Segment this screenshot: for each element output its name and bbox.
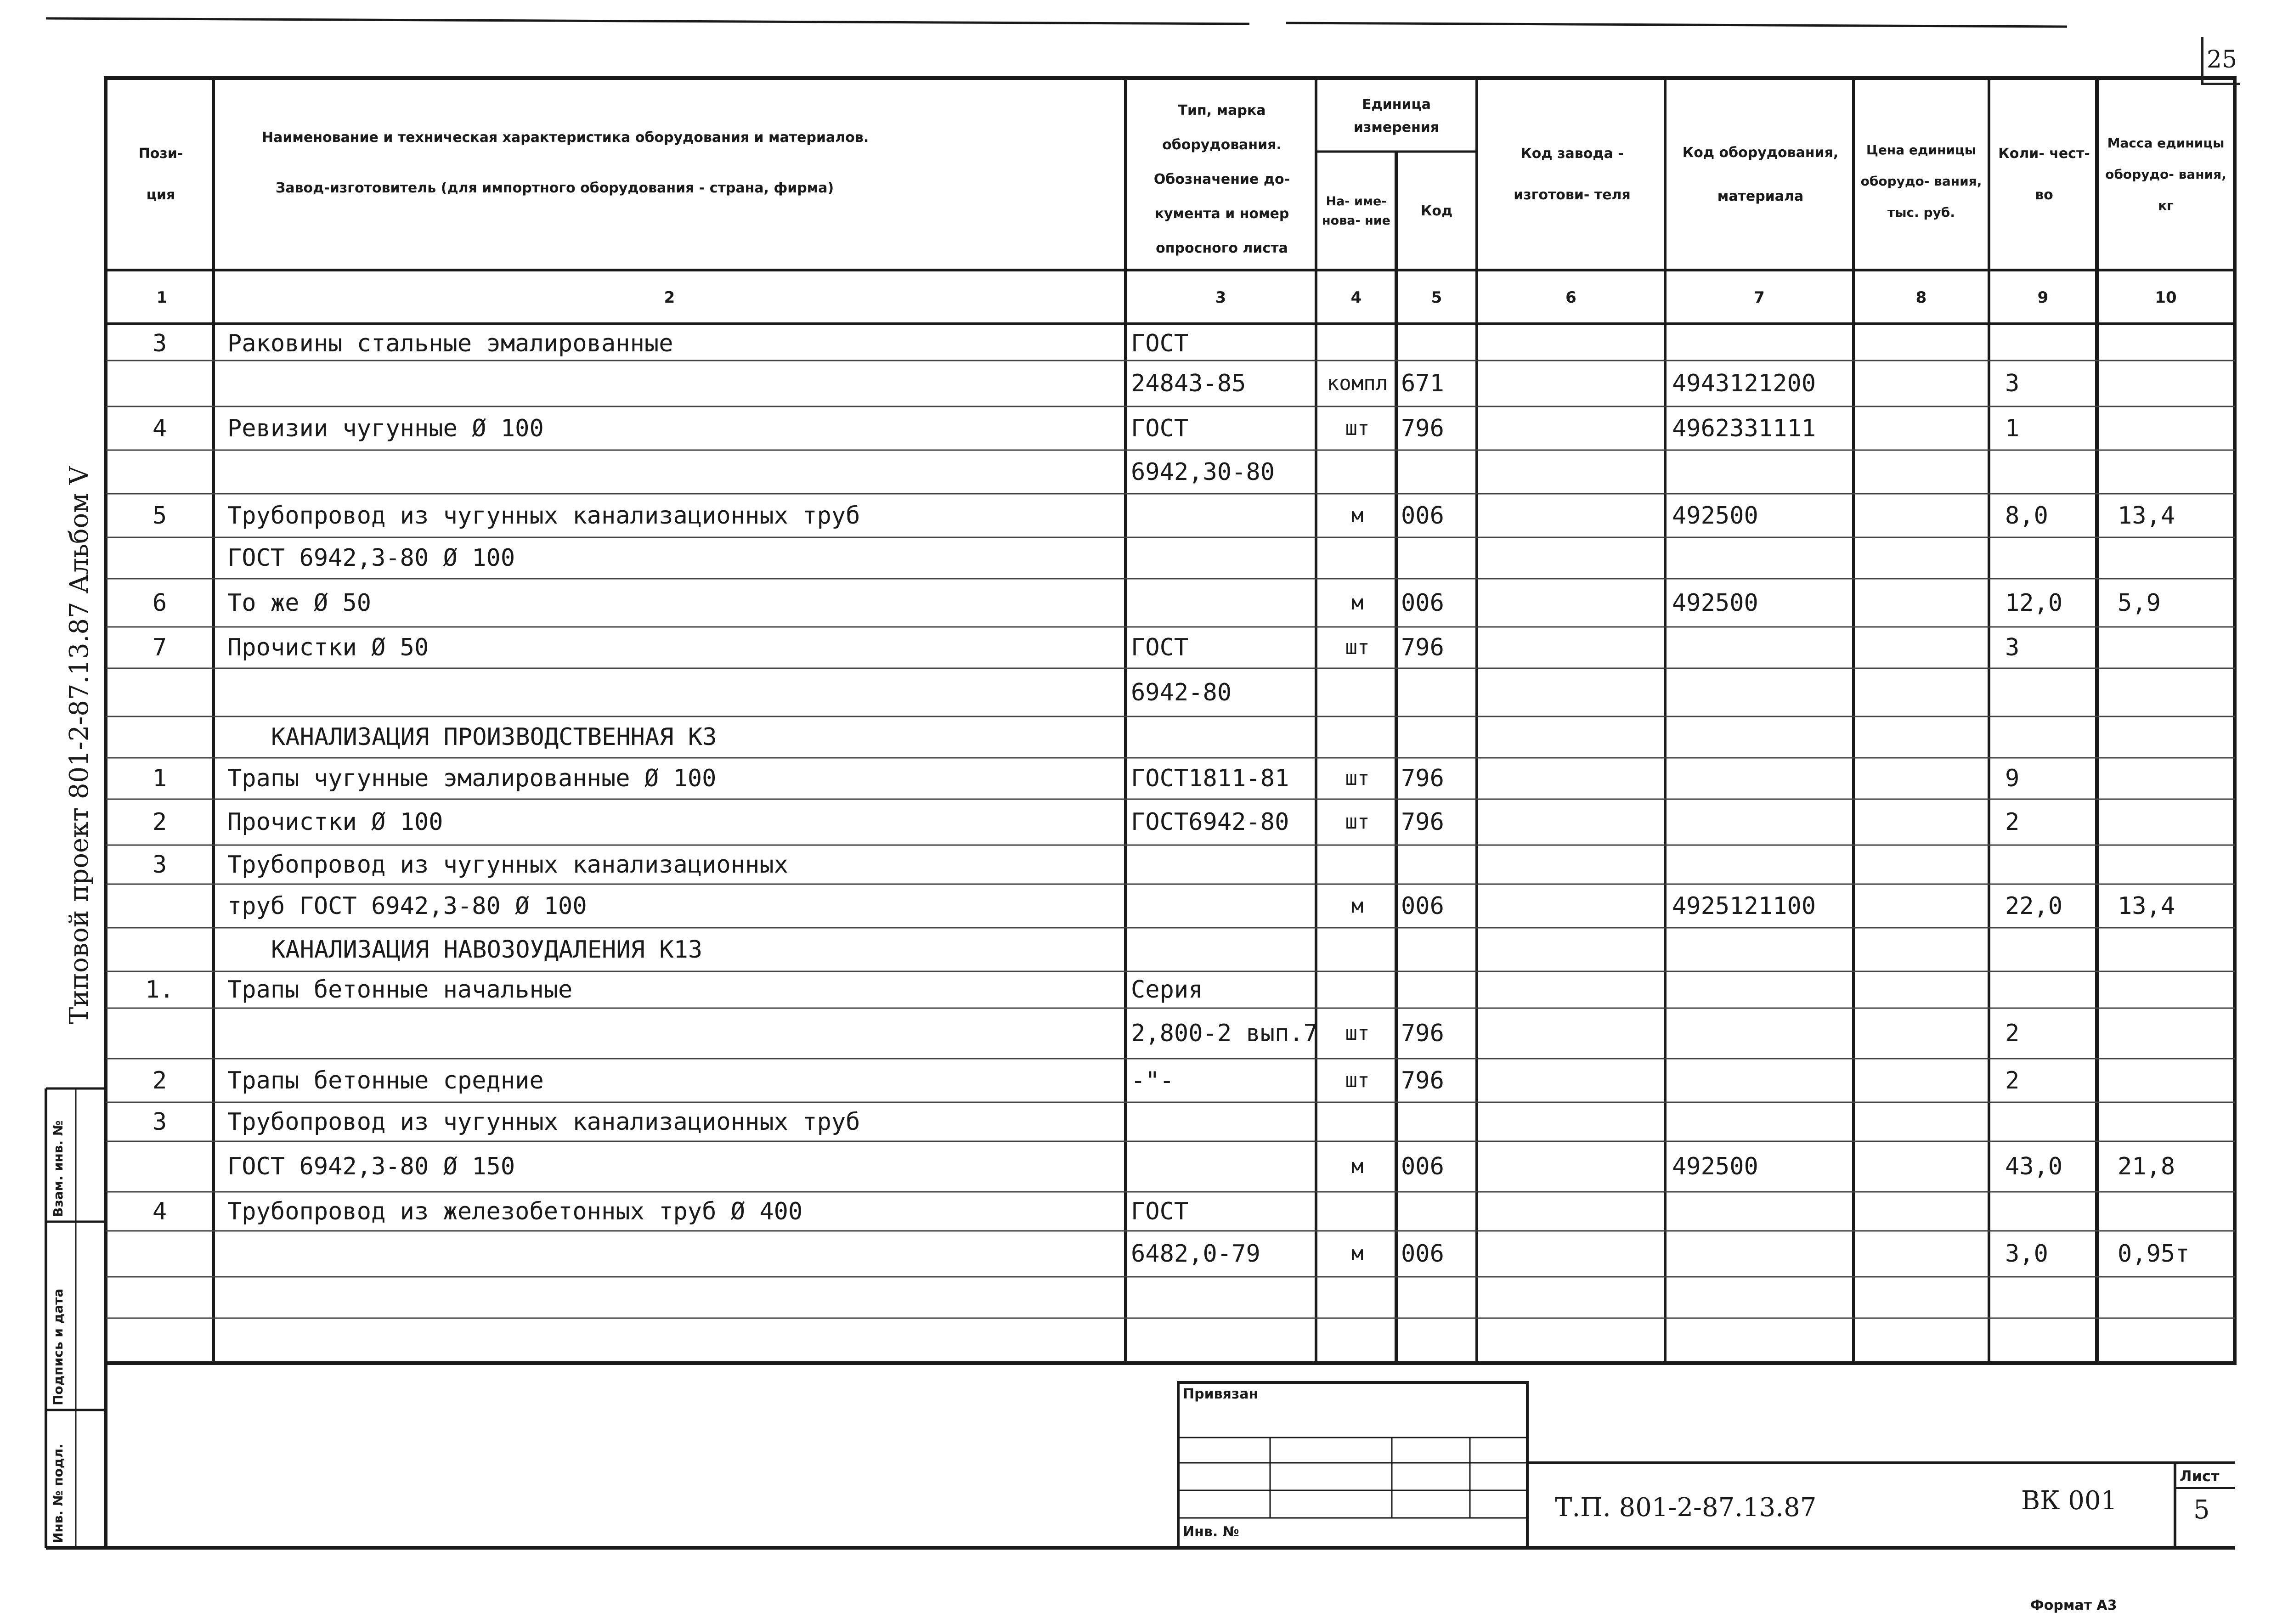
cell-type: ГОСТ1811-81 (1131, 765, 1289, 792)
cell-pos: 7 (152, 634, 167, 661)
cell-qty (2005, 971, 2095, 1008)
cell-name: Ревизии чугунные Ø 100 (227, 414, 544, 442)
cell-pos: 3 (152, 329, 167, 357)
cell-name (227, 1008, 1119, 1059)
cell-equip: 4943121200 (1672, 370, 1816, 397)
cell-equip (1672, 716, 1851, 758)
cell-pos: 6 (152, 589, 167, 617)
cell-pos: 3 (152, 1108, 167, 1136)
cell-name: Трубопровод из чугунных канализационных труб (227, 502, 860, 530)
cell-type: ГОСТ (1131, 329, 1189, 357)
cell-qty (2005, 1192, 2095, 1231)
cell-mass (2118, 928, 2232, 971)
cell-code (1401, 845, 1474, 884)
cell-pos (110, 361, 209, 406)
cell-name: Прочистки Ø 50 (227, 634, 429, 661)
cell-unit (1321, 845, 1394, 884)
column-number: 9 (2037, 288, 2049, 307)
header-equip-code: Код оборудования, материала (1682, 145, 1839, 204)
cell-mass: 13,4 (2118, 892, 2175, 920)
cell-equip (1672, 1008, 1851, 1059)
cell-unit: шт (1345, 810, 1370, 834)
cell-unit: м (1351, 591, 1364, 615)
cell-unit: шт (1345, 416, 1370, 440)
cell-type (1131, 1102, 1312, 1141)
cell-name: Трапы бетонные начальные (227, 976, 573, 1004)
cell-pos: 1. (145, 976, 174, 1004)
cell-unit (1321, 1192, 1394, 1231)
cell-qty: 2 (2005, 1020, 2020, 1047)
cell-mass (2118, 627, 2232, 668)
cell-type: 24843-85 (1131, 370, 1246, 397)
cell-pos: 4 (152, 1197, 167, 1225)
cell-equip: 492500 (1672, 1153, 1758, 1180)
cell-pos: 1 (152, 765, 167, 792)
cell-pos (110, 1318, 209, 1363)
cell-name: Трапы чугунные эмалированные Ø 100 (227, 765, 717, 792)
cell-code (1401, 1192, 1474, 1231)
cell-type (1131, 579, 1312, 627)
cell-code: 006 (1401, 892, 1444, 920)
cell-name: КАНАЛИЗАЦИЯ ПРОИЗВОДСТВЕННАЯ К3 (271, 723, 717, 751)
cell-qty: 22,0 (2005, 892, 2063, 920)
cell-unit (1321, 716, 1394, 758)
cell-mass (2118, 1192, 2232, 1231)
cell-unit (1321, 1102, 1394, 1141)
cell-mass (2118, 1008, 2232, 1059)
cell-equip: 4962331111 (1672, 414, 1816, 442)
cell-name: ГОСТ 6942,3-80 Ø 100 (227, 544, 515, 572)
cell-type (1131, 928, 1312, 971)
cell-unit (1321, 326, 1394, 361)
cell-mass (2118, 1102, 2232, 1141)
cell-unit (1321, 928, 1394, 971)
cell-code (1401, 668, 1474, 716)
column-number: 7 (1754, 288, 1765, 307)
column-number: 2 (664, 288, 675, 307)
project-code: Т.П. 801-2-87.13.87 (1555, 1493, 1817, 1522)
cell-unit: шт (1345, 636, 1370, 659)
format-label: Формат А3 (2030, 1597, 2117, 1613)
cell-qty: 12,0 (2005, 589, 2063, 617)
cell-type: ГОСТ (1131, 1197, 1189, 1225)
cell-name (227, 450, 1119, 494)
cell-qty (2005, 1102, 2095, 1141)
cell-equip (1672, 1277, 1851, 1318)
cell-equip: 492500 (1672, 502, 1758, 530)
list-label: Лист (2180, 1467, 2220, 1485)
cell-name: Трубопровод из чугунных канализационных (227, 851, 788, 879)
cell-mass (2118, 799, 2232, 845)
column-number: 1 (156, 288, 168, 307)
cell-mass (2118, 716, 2232, 758)
cell-pos (110, 1141, 209, 1192)
cell-type: 2,800-2 вып.7 (1131, 1020, 1318, 1047)
cell-code: 796 (1401, 414, 1444, 442)
cell-equip (1672, 627, 1851, 668)
cell-pos (110, 716, 209, 758)
cell-code (1401, 326, 1474, 361)
cell-type: 6482,0-79 (1131, 1240, 1260, 1268)
header-price: Цена единицы оборудо- вания, тыс. руб. (1860, 142, 1982, 220)
cell-code: 006 (1401, 1153, 1444, 1180)
cell-qty: 3,0 (2005, 1240, 2048, 1268)
cell-equip (1672, 1059, 1851, 1102)
cell-pos (110, 1008, 209, 1059)
cell-mass (2118, 450, 2232, 494)
cell-name (227, 1277, 1119, 1318)
cell-unit: м (1351, 503, 1364, 527)
sheet-number: 25 (2201, 37, 2240, 85)
cell-equip (1672, 799, 1851, 845)
cell-qty: 1 (2005, 414, 2020, 442)
cell-unit (1321, 537, 1394, 579)
cell-type (1131, 537, 1312, 579)
column-number: 8 (1915, 288, 1927, 307)
cell-code: 796 (1401, 808, 1444, 836)
cell-equip (1672, 326, 1851, 361)
cell-qty (2005, 326, 2095, 361)
cell-code (1401, 1277, 1474, 1318)
cell-unit: м (1351, 1155, 1364, 1178)
cell-pos (110, 1231, 209, 1277)
header-unit-name: На- име- нова- ние (1322, 194, 1390, 228)
cell-name (227, 668, 1119, 716)
cell-equip (1672, 971, 1851, 1008)
cell-equip (1672, 1231, 1851, 1277)
cell-qty (2005, 450, 2095, 494)
cell-unit: шт (1345, 1021, 1370, 1045)
cell-code: 796 (1401, 765, 1444, 792)
drawing-mark: ВК 001 (2021, 1486, 2118, 1516)
cell-pos: 4 (152, 414, 167, 442)
header-factory: Код завода - изготови- теля (1514, 146, 1631, 203)
cell-code (1401, 716, 1474, 758)
column-number: 3 (1215, 288, 1226, 307)
cell-name (227, 1231, 1119, 1277)
cell-type: ГОСТ (1131, 414, 1189, 442)
header-pos: Пози- ция (138, 146, 183, 203)
cell-pos (110, 884, 209, 928)
cell-qty: 3 (2005, 634, 2020, 661)
cell-mass: 5,9 (2118, 589, 2161, 617)
cell-code: 006 (1401, 589, 1444, 617)
column-number: 6 (1565, 288, 1576, 307)
cell-mass (2118, 668, 2232, 716)
cell-unit (1321, 971, 1394, 1008)
cell-type: ГОСТ (1131, 634, 1189, 661)
cell-equip (1672, 1318, 1851, 1363)
cell-equip (1672, 928, 1851, 971)
cell-qty: 43,0 (2005, 1153, 2063, 1180)
cell-pos (110, 1277, 209, 1318)
header-unit: Единица измерения (1353, 96, 1440, 135)
cell-pos (110, 668, 209, 716)
cell-mass: 0,95т (2118, 1240, 2190, 1268)
cell-mass (2118, 1277, 2232, 1318)
cell-code: 796 (1401, 634, 1444, 661)
cell-code: 671 (1401, 370, 1444, 397)
cell-pos (110, 928, 209, 971)
cell-type (1131, 845, 1312, 884)
cell-mass (2118, 971, 2232, 1008)
cell-equip (1672, 668, 1851, 716)
cell-code: 006 (1401, 502, 1444, 530)
cell-type: 6942,30-80 (1131, 458, 1275, 486)
cell-mass (2118, 845, 2232, 884)
cell-unit: м (1351, 894, 1364, 918)
header-qty: Коли- чест- во (1998, 146, 2090, 203)
cell-name (227, 1318, 1119, 1363)
cell-mass (2118, 1059, 2232, 1102)
cell-mass: 13,4 (2118, 502, 2175, 530)
cell-qty (2005, 537, 2095, 579)
cell-mass (2118, 326, 2232, 361)
cell-name: труб ГОСТ 6942,3-80 Ø 100 (227, 892, 587, 920)
cell-code (1401, 971, 1474, 1008)
header-mass: Масса единицы оборудо- вания, кг (2105, 135, 2226, 213)
cell-code: 796 (1401, 1020, 1444, 1047)
cell-equip: 492500 (1672, 589, 1758, 617)
cell-qty: 9 (2005, 765, 2020, 792)
cell-pos (110, 450, 209, 494)
cell-pos: 2 (152, 1066, 167, 1094)
cell-type (1131, 1318, 1312, 1363)
cell-mass (2118, 361, 2232, 406)
cell-name: КАНАЛИЗАЦИЯ НАВОЗОУДАЛЕНИЯ К13 (271, 936, 703, 964)
cell-unit (1321, 1318, 1394, 1363)
inv-no-label: Инв. № (1183, 1524, 1239, 1540)
cell-name: Прочистки Ø 100 (227, 808, 443, 836)
cell-qty: 2 (2005, 1066, 2020, 1094)
cell-name: Трубопровод из чугунных канализационных труб (227, 1108, 860, 1136)
cell-equip: 4925121100 (1672, 892, 1816, 920)
column-number: 4 (1350, 288, 1362, 307)
cell-qty (2005, 716, 2095, 758)
cell-name (227, 361, 1119, 406)
cell-qty (2005, 1318, 2095, 1363)
cell-code: 006 (1401, 1240, 1444, 1268)
cell-unit: м (1351, 1242, 1364, 1265)
cell-type (1131, 884, 1312, 928)
header-name-line1: Наименование и техническая характеристика оборудования и материалов. (262, 130, 869, 146)
header-unit-code: Код (1420, 203, 1453, 219)
cell-unit (1321, 450, 1394, 494)
cell-name: Трапы бетонные средние (227, 1066, 544, 1094)
cell-equip (1672, 845, 1851, 884)
cell-name: ГОСТ 6942,3-80 Ø 150 (227, 1153, 515, 1180)
podpis-data-label: Подпись и дата (51, 1288, 66, 1405)
cell-equip (1672, 450, 1851, 494)
cell-qty (2005, 928, 2095, 971)
cell-pos: 5 (152, 502, 167, 530)
cell-code (1401, 450, 1474, 494)
cell-pos: 2 (152, 808, 167, 836)
inv-podl-label: Инв. № подл. (51, 1444, 66, 1543)
cell-qty: 2 (2005, 808, 2020, 836)
cell-qty: 3 (2005, 370, 2020, 397)
privyazan-label: Привязан (1183, 1386, 1259, 1402)
cell-qty (2005, 668, 2095, 716)
cell-type (1131, 1141, 1312, 1192)
cell-code: 796 (1401, 1066, 1444, 1094)
cell-type: Серия (1131, 976, 1203, 1004)
cell-type (1131, 716, 1312, 758)
column-number: 5 (1431, 288, 1442, 307)
header-type: Тип, марка оборудования. Обозначение до- кумента и номер опросного листа (1153, 102, 1290, 256)
cell-unit: шт (1345, 1068, 1370, 1092)
cell-type: 6942-80 (1131, 678, 1232, 706)
cell-equip (1672, 537, 1851, 579)
cell-name: Трубопровод из железобетонных труб Ø 400 (227, 1197, 803, 1225)
cell-pos (110, 537, 209, 579)
cell-type (1131, 1277, 1312, 1318)
cell-unit: шт (1345, 767, 1370, 790)
cell-qty (2005, 845, 2095, 884)
album-label: Типовой проект 801-2-87.13.87 Альбом V (64, 466, 94, 1024)
cell-pos: 3 (152, 851, 167, 879)
vzam-inv-label: Взам. инв. № (51, 1120, 66, 1217)
cell-equip (1672, 1192, 1851, 1231)
cell-type: -"- (1131, 1066, 1174, 1094)
cell-equip (1672, 758, 1851, 799)
cell-type (1131, 494, 1312, 537)
cell-code (1401, 1318, 1474, 1363)
cell-mass: 21,8 (2118, 1153, 2175, 1180)
column-number: 10 (2155, 288, 2177, 307)
cell-code (1401, 537, 1474, 579)
cell-equip (1672, 1102, 1851, 1141)
cell-mass (2118, 537, 2232, 579)
cell-code (1401, 1102, 1474, 1141)
cell-unit (1321, 668, 1394, 716)
cell-qty (2005, 1277, 2095, 1318)
cell-name: То же Ø 50 (227, 589, 372, 617)
cell-mass (2118, 758, 2232, 799)
cell-mass (2118, 406, 2232, 450)
cell-unit (1321, 1277, 1394, 1318)
header-name-line2: Завод-изготовитель (для импортного оборудования - страна, фирма) (276, 180, 834, 196)
cell-qty: 8,0 (2005, 502, 2048, 530)
cell-type: ГОСТ6942-80 (1131, 808, 1289, 836)
list-number: 5 (2193, 1495, 2210, 1525)
cell-code (1401, 928, 1474, 971)
cell-name: Раковины стальные эмалированные (227, 329, 673, 357)
cell-mass (2118, 1318, 2232, 1363)
cell-unit: компл (1327, 372, 1388, 395)
